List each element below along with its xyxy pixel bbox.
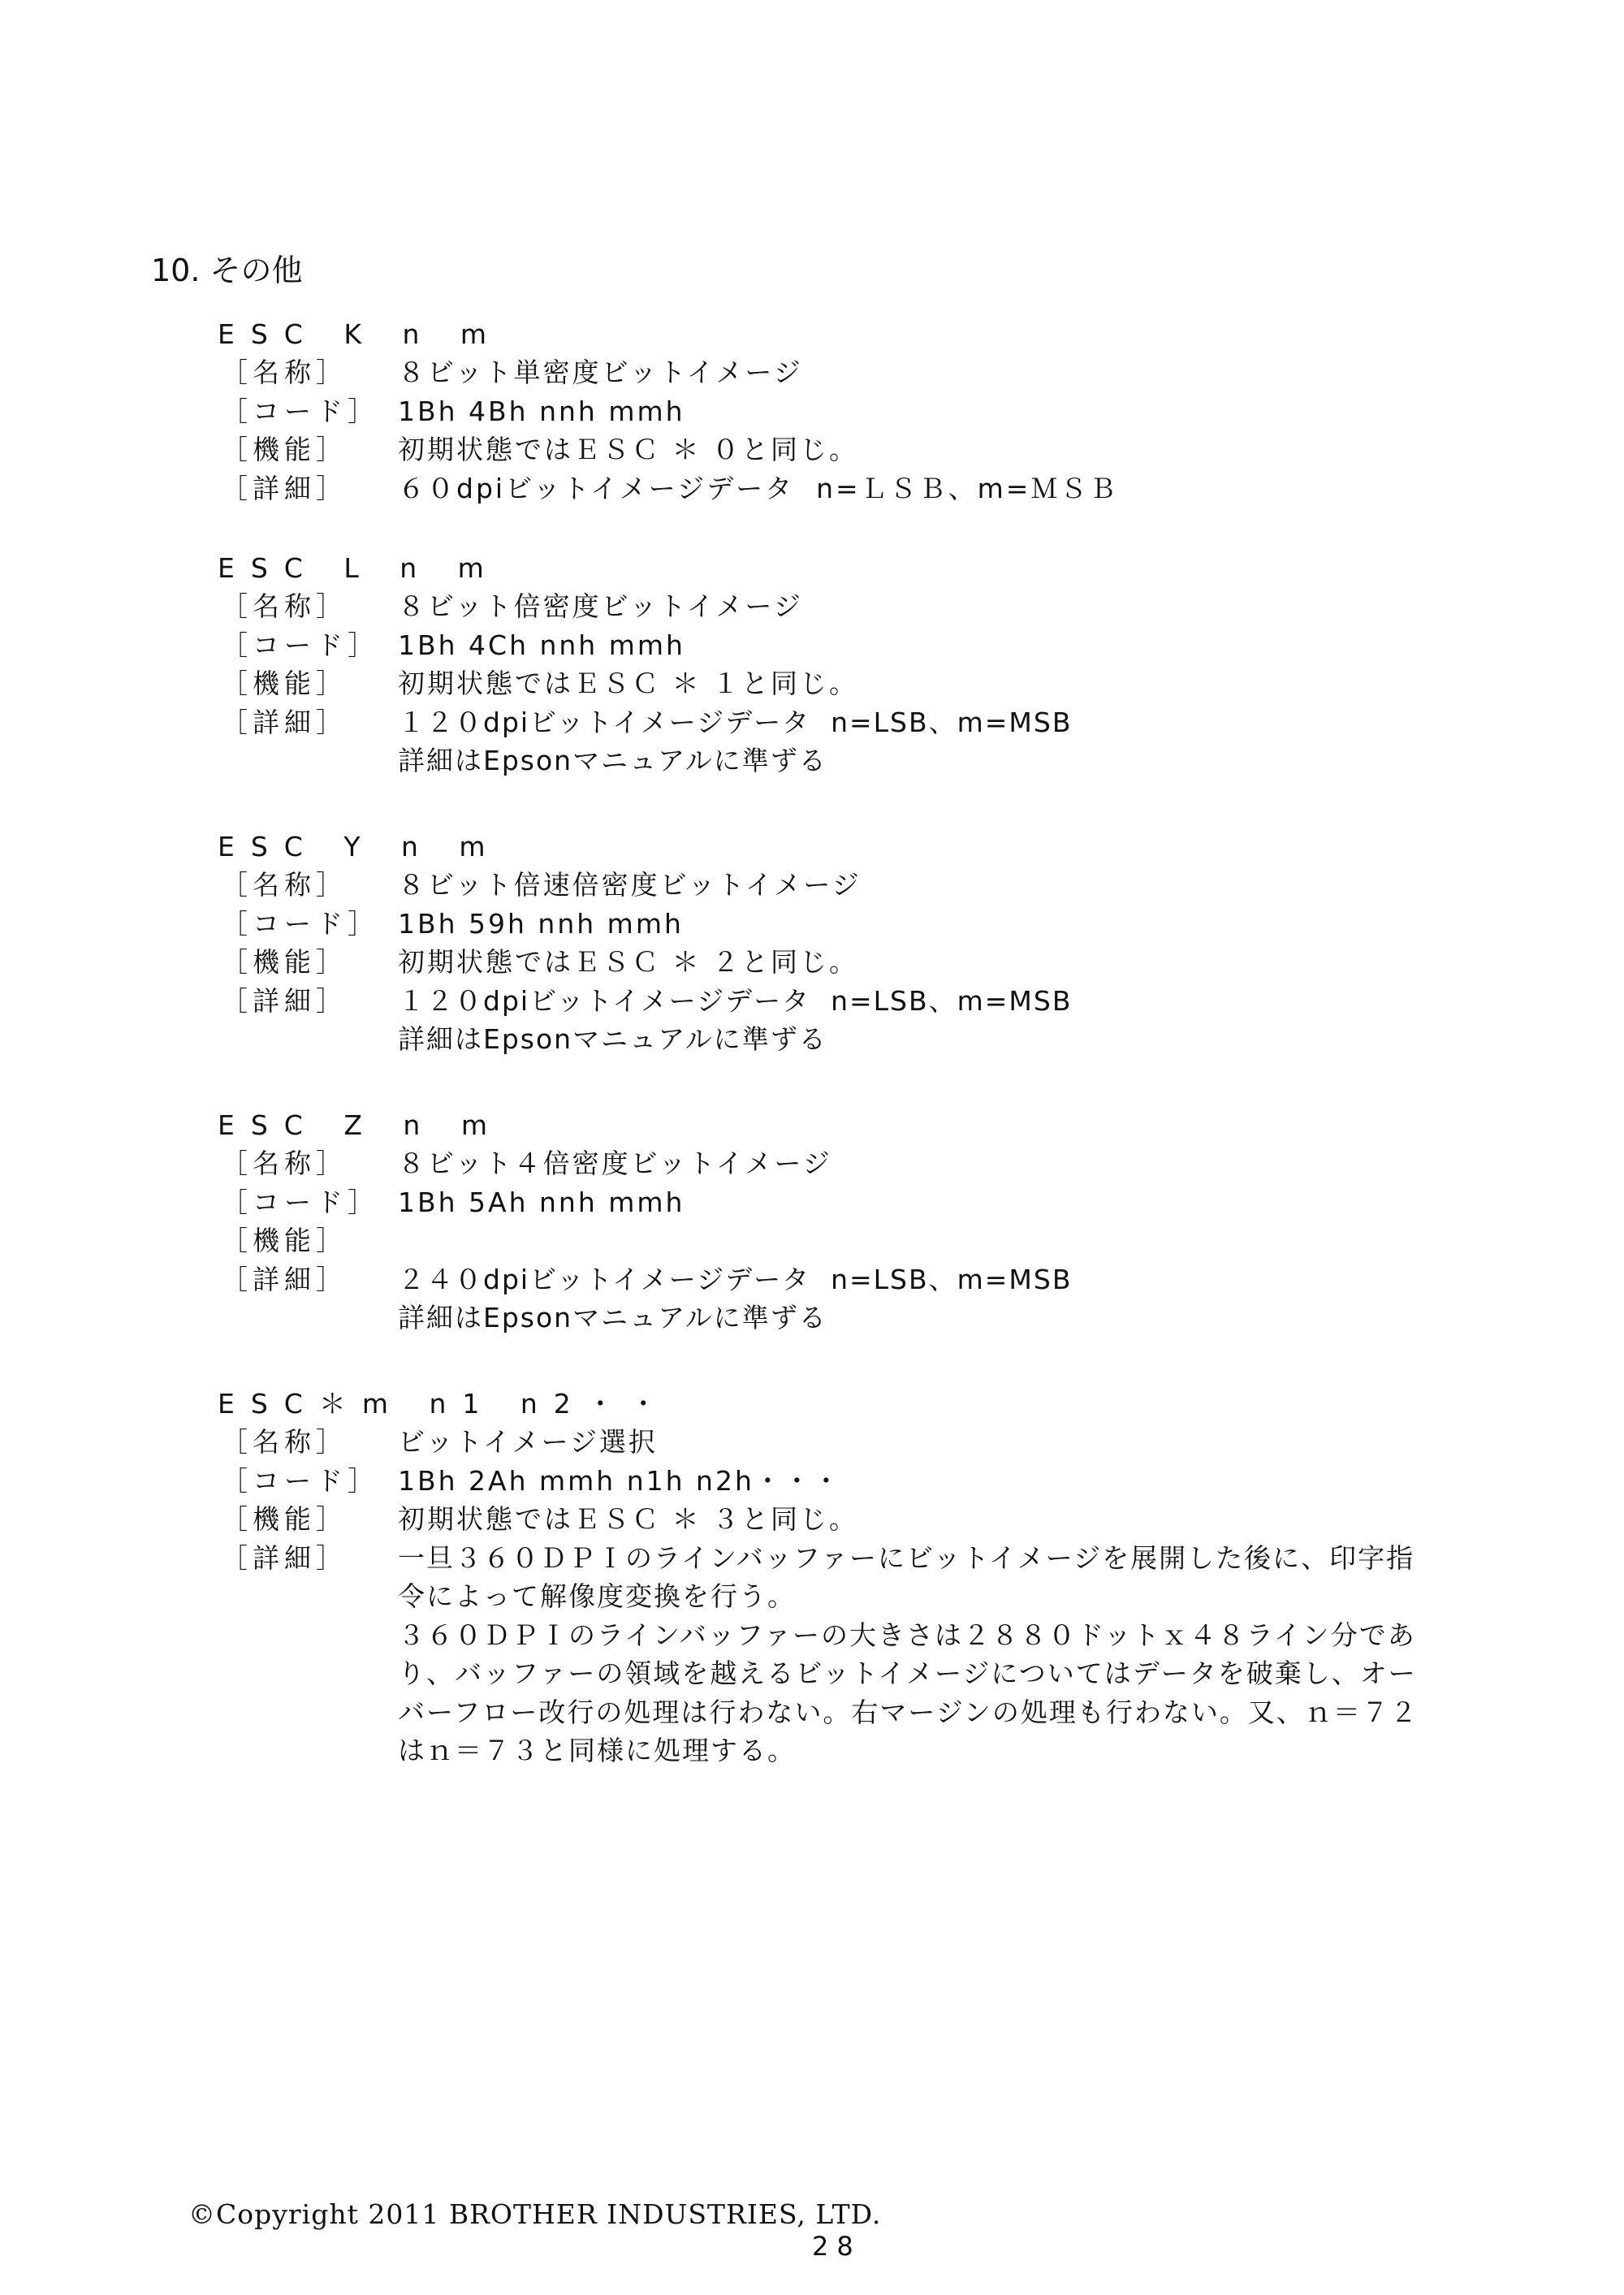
field-label: ［詳細］ (221, 1541, 348, 1574)
field-name-row (218, 866, 1624, 905)
command-esc-y (218, 828, 1624, 1059)
field-code-row (218, 392, 685, 431)
field-detail-row (218, 982, 1624, 1059)
field-value: 1Bh 2Ah mmh n1h n2h・・・ (398, 1464, 842, 1497)
field-label: ［機能］ (221, 434, 348, 465)
field-label: ［コード］ (221, 1186, 379, 1218)
command-title: ESC＊m n1 n2・・ (218, 1388, 673, 1420)
field-label: ［詳細］ (221, 706, 348, 738)
field-label: ［名称］ (221, 1426, 348, 1458)
field-value: ビットイメージ選択 (398, 1426, 659, 1458)
field-label: ［機能］ (221, 668, 348, 699)
page-number: 28 (812, 2231, 862, 2262)
field-label: ［コード］ (221, 395, 379, 427)
field-label: ［詳細］ (221, 472, 348, 504)
field-name-row (218, 353, 803, 392)
field-function-row (218, 1500, 1624, 1539)
field-label: ［コード］ (221, 907, 379, 940)
command-esc-star (218, 1385, 1624, 1770)
field-function-row (218, 664, 1624, 703)
field-detail-row (218, 1539, 1624, 1770)
field-code-row (218, 905, 1624, 944)
command-esc-k (218, 315, 1119, 508)
detail-line: 詳細はEpsonマニュアルに準ずる (398, 1023, 827, 1055)
field-value: 1Bh 59h nnh mmh (398, 907, 684, 940)
detail-line: り、バッファーの領域を越えるビットイメージについてはデータを破棄し、オー (398, 1658, 1417, 1689)
command-title: ESC L n m (218, 552, 500, 584)
field-detail-row (218, 1260, 1624, 1338)
field-label: ［詳細］ (221, 1263, 348, 1295)
command-esc-l (218, 549, 1624, 780)
field-label: ［名称］ (221, 869, 348, 901)
field-code-row (218, 1462, 1624, 1501)
field-label: ［コード］ (221, 1464, 379, 1497)
field-label: ［名称］ (221, 590, 348, 622)
field-detail-row (218, 703, 1624, 780)
detail-line: ３６０ＤＰＩのラインバッファーの大きさは２８８０ドットｘ４８ライン分であ (398, 1619, 1416, 1651)
detail-line: 詳細はEpsonマニュアルに準ずる (398, 745, 827, 776)
field-name-row (218, 1144, 1624, 1183)
field-value: ８ビット単密度ビットイメージ (398, 357, 803, 388)
detail-line: １２０dpiビットイメージデータ n=LSB、m=MSB (398, 706, 1073, 738)
command-title: ESC Y n m (218, 831, 502, 862)
field-value: 初期状態ではＥＳＣ ＊ １と同じ。 (398, 668, 858, 699)
detail-line: １２０dpiビットイメージデータ n=LSB、m=MSB (398, 984, 1073, 1017)
field-name-row (218, 587, 1624, 626)
command-title: ESC K n m (218, 318, 503, 350)
field-label: ［コード］ (221, 629, 379, 661)
section-heading: 10. その他 (151, 253, 303, 288)
field-value: ８ビット４倍密度ビットイメージ (398, 1148, 832, 1179)
field-value: ８ビット倍密度ビットイメージ (398, 590, 803, 622)
detail-line: 令によって解像度変換を行う。 (398, 1580, 796, 1612)
detail-line: バーフロー改行の処理は行わない。右マージンの処理も行わない。又、ｎ＝７２ (398, 1696, 1419, 1728)
copyright-notice: ©Copyright 2011 BROTHER INDUSTRIES, LTD. (188, 2198, 882, 2230)
detail-line: はｎ＝７３と同様に処理する。 (398, 1735, 796, 1766)
field-label: ［機能］ (221, 1503, 348, 1535)
command-title: ESC Z n m (218, 1109, 503, 1141)
field-value: 1Bh 5Ah nnh mmh (398, 1186, 685, 1218)
command-esc-z (218, 1106, 1624, 1338)
field-label: ［名称］ (221, 1148, 348, 1179)
field-code-row (218, 1183, 1624, 1222)
field-value: 1Bh 4Bh nnh mmh (398, 395, 685, 427)
field-code-row (218, 626, 1624, 665)
field-name-row (218, 1423, 1624, 1462)
field-detail-row (218, 469, 1119, 508)
detail-line: 詳細はEpsonマニュアルに準ずる (398, 1302, 827, 1333)
field-label: ［詳細］ (221, 984, 348, 1017)
field-function-row (218, 430, 858, 469)
field-label: ［機能］ (221, 946, 348, 978)
detail-line: 一旦３６０ＤＰＩのラインバッファーにビットイメージを展開した後に、印字指 (398, 1541, 1415, 1574)
field-value: 初期状態ではＥＳＣ ＊ ３と同じ。 (398, 1503, 858, 1535)
field-function-row (218, 1221, 1624, 1260)
field-function-row (218, 943, 1624, 982)
field-label: ［機能］ (221, 1225, 348, 1256)
field-value: 初期状態ではＥＳＣ ＊ ２と同じ。 (398, 946, 858, 978)
field-value: 1Bh 4Ch nnh mmh (398, 629, 685, 661)
field-value: ８ビット倍速倍密度ビットイメージ (398, 869, 862, 901)
field-value: 初期状態ではＥＳＣ ＊ ０と同じ。 (398, 434, 858, 465)
field-value: ６０dpiビットイメージデータ n=ＬＳＢ、m=ＭＳＢ (398, 472, 1119, 504)
field-label: ［名称］ (221, 357, 348, 388)
detail-line: ２４０dpiビットイメージデータ n=LSB、m=MSB (398, 1263, 1073, 1295)
